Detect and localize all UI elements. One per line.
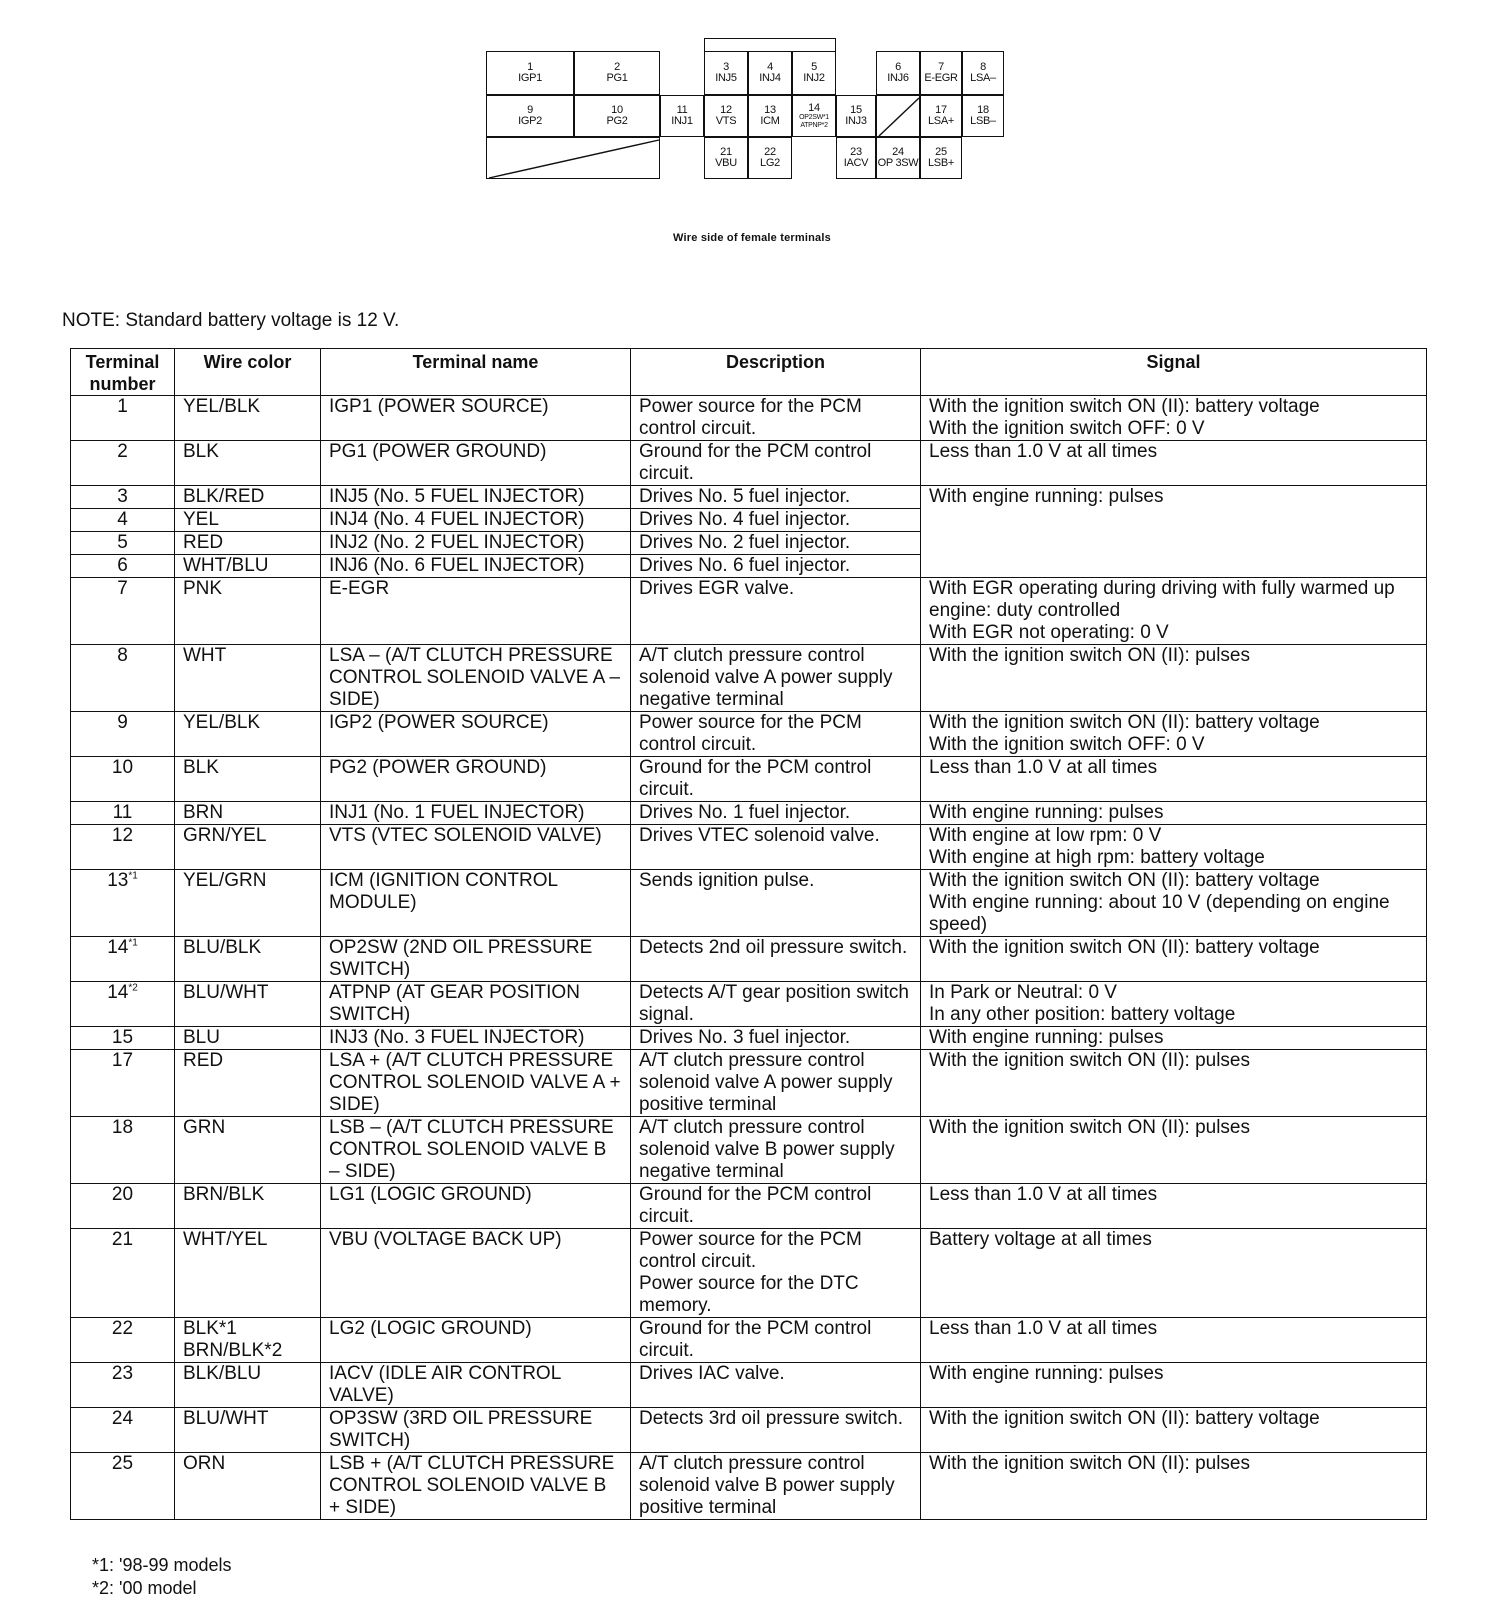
terminal-number-text: 24 <box>111 1408 134 1429</box>
pin-label: VBU <box>715 157 737 169</box>
table-row <box>71 757 1427 802</box>
connector-pin-1 <box>486 51 574 95</box>
pin-number: 12 <box>720 104 732 116</box>
cell-terminal-name: PG2 (POWER GROUND) <box>321 757 631 802</box>
cell-description: A/T clutch pressure control solenoid valve A power supply positive terminal <box>631 1050 921 1117</box>
pin-number: 8 <box>980 61 986 73</box>
pin-label: INJ2 <box>803 72 825 84</box>
connector-pin-3 <box>704 51 748 95</box>
table-row <box>71 396 1427 441</box>
cell-terminal-name: IGP1 (POWER SOURCE) <box>321 396 631 441</box>
table-row <box>71 1363 1427 1408</box>
pin-number: 23 <box>850 146 862 158</box>
connector-pin-23 <box>836 137 876 179</box>
pin-number: 4 <box>767 61 773 73</box>
cell-signal: With the ignition switch ON (II): pulses <box>921 1453 1427 1520</box>
cell-terminal-name: LSA – (A/T CLUTCH PRESSURE CONTROL SOLENOID VALVE A – SIDE) <box>321 645 631 712</box>
connector-pin-6 <box>876 51 920 95</box>
pin-number: 10 <box>611 104 623 116</box>
table-row <box>71 486 1427 509</box>
cell-signal: With the ignition switch ON (II): battery voltage <box>921 937 1427 982</box>
cell-terminal-number <box>71 1027 175 1050</box>
cell-terminal-number <box>71 1229 175 1318</box>
cell-terminal-name: ATPNP (AT GEAR POSITION SWITCH) <box>321 982 631 1027</box>
terminal-number-text: 22 <box>111 1318 134 1339</box>
cell-wire-color: BLK/RED <box>175 486 321 509</box>
cell-description: Detects A/T gear position switch signal. <box>631 982 921 1027</box>
pin-label: LSB+ <box>927 157 954 169</box>
cell-terminal-name: LSB + (A/T CLUTCH PRESSURE CONTROL SOLENOID VALVE B + SIDE) <box>321 1453 631 1520</box>
cell-signal: With the ignition switch ON (II): pulses <box>921 1117 1427 1184</box>
cell-description: Drives No. 2 fuel injector. <box>631 532 921 555</box>
footnote-marker: *1 <box>128 937 138 949</box>
footnote-marker: *2 <box>128 982 138 994</box>
cell-terminal-name: INJ6 (No. 6 FUEL INJECTOR) <box>321 555 631 578</box>
pin-label: IGP2 <box>518 115 542 127</box>
cell-terminal-number <box>71 1050 175 1117</box>
cell-signal: Less than 1.0 V at all times <box>921 441 1427 486</box>
pin-label: ICM <box>760 115 780 127</box>
terminal-number-text: 15 <box>111 1027 134 1048</box>
cell-terminal-name: OP2SW (2ND OIL PRESSURE SWITCH) <box>321 937 631 982</box>
pin-label: LSA+ <box>927 115 954 127</box>
table-row <box>71 1408 1427 1453</box>
cell-terminal-name: LSB – (A/T CLUTCH PRESSURE CONTROL SOLENOID VALVE B – SIDE) <box>321 1117 631 1184</box>
cell-terminal-name: INJ2 (No. 2 FUEL INJECTOR) <box>321 532 631 555</box>
blank-strike-line <box>487 138 661 180</box>
terminal-number-text: 18 <box>111 1117 134 1138</box>
connector-pin-13 <box>748 95 792 137</box>
cell-description: Power source for the PCM control circuit. Power source for the DTC memory. <box>631 1229 921 1318</box>
cell-description: Power source for the PCM control circuit. <box>631 396 921 441</box>
cell-terminal-number <box>71 802 175 825</box>
table-row <box>71 645 1427 712</box>
pin-label: INJ5 <box>715 72 737 84</box>
cell-wire-color: GRN <box>175 1117 321 1184</box>
pin-label: PG1 <box>606 72 628 84</box>
table-row <box>71 441 1427 486</box>
pin-label: VTS <box>715 115 737 127</box>
terminal-number-text: 7 <box>117 578 128 599</box>
cell-terminal-number <box>71 578 175 645</box>
table-row <box>71 578 1427 645</box>
cell-terminal-name: INJ3 (No. 3 FUEL INJECTOR) <box>321 1027 631 1050</box>
cell-wire-color: BLK <box>175 441 321 486</box>
table-row <box>71 825 1427 870</box>
table-row <box>71 937 1427 982</box>
cell-terminal-number <box>71 937 175 982</box>
cell-terminal-name: INJ1 (No. 1 FUEL INJECTOR) <box>321 802 631 825</box>
cell-description: Drives IAC valve. <box>631 1363 921 1408</box>
pin-label: LSA– <box>970 72 996 84</box>
cell-description: Detects 2nd oil pressure switch. <box>631 937 921 982</box>
cell-terminal-name: INJ5 (No. 5 FUEL INJECTOR) <box>321 486 631 509</box>
connector-pin-9 <box>486 95 574 137</box>
cell-signal: With engine running: pulses <box>921 1363 1427 1408</box>
pin-label: OP 3SW <box>877 157 919 169</box>
pin-label: INJ1 <box>671 115 693 127</box>
pin-number: 2 <box>614 61 620 73</box>
pin-number: 22 <box>764 146 776 158</box>
cell-signal: With the ignition switch ON (II): pulses <box>921 1050 1427 1117</box>
connector-pin-2 <box>574 51 660 95</box>
terminal-number-text: 14 <box>107 982 129 1003</box>
terminal-number-text: 25 <box>111 1453 134 1474</box>
cell-description: Ground for the PCM control circuit. <box>631 1184 921 1229</box>
table-row <box>71 1229 1427 1318</box>
cell-wire-color: WHT/BLU <box>175 555 321 578</box>
connector-pin-18 <box>962 95 1004 137</box>
cell-description: A/T clutch pressure control solenoid valve A power supply negative terminal <box>631 645 921 712</box>
pin-number: 5 <box>811 61 817 73</box>
table-body <box>71 396 1427 1520</box>
terminal-number-text: 2 <box>117 441 128 462</box>
pin-number: 3 <box>723 61 729 73</box>
cell-terminal-number <box>71 645 175 712</box>
pin-label: INJ6 <box>887 72 909 84</box>
cell-description: Ground for the PCM control circuit. <box>631 757 921 802</box>
header-terminal-number: Terminal number <box>71 349 175 396</box>
header-terminal-name: Terminal name <box>321 349 631 396</box>
header-wire-color: Wire color <box>175 349 321 396</box>
table-row <box>71 802 1427 825</box>
cell-description: Drives No. 1 fuel injector. <box>631 802 921 825</box>
cell-terminal-number <box>71 870 175 937</box>
terminal-number-text: 8 <box>117 645 128 666</box>
pin-label: E-EGR <box>924 72 958 84</box>
terminal-number-text: 6 <box>117 555 128 576</box>
cell-terminal-number <box>71 555 175 578</box>
cell-wire-color: YEL/BLK <box>175 396 321 441</box>
connector-pin-8 <box>962 51 1004 95</box>
cell-wire-color: GRN/YEL <box>175 825 321 870</box>
terminal-number-text: 11 <box>112 802 133 823</box>
pin-number: 24 <box>892 146 904 158</box>
cell-terminal-name: E-EGR <box>321 578 631 645</box>
cell-signal: With engine running: pulses <box>921 486 1427 578</box>
connector-blank-cavity <box>876 95 920 137</box>
pin-number: 7 <box>938 61 944 73</box>
pin-label: LG2 <box>760 157 780 169</box>
cell-wire-color: BLK/BLU <box>175 1363 321 1408</box>
pin-number: 25 <box>935 146 947 158</box>
cell-terminal-number <box>71 712 175 757</box>
cell-wire-color: WHT/YEL <box>175 1229 321 1318</box>
cell-description: Power source for the PCM control circuit. <box>631 712 921 757</box>
cell-signal: With EGR operating during driving with fully warmed up engine: duty controlled With EGR not operating: 0 V <box>921 578 1427 645</box>
terminal-number-text: 12 <box>111 825 134 846</box>
header-signal: Signal <box>921 349 1427 396</box>
cell-description: Drives No. 4 fuel injector. <box>631 509 921 532</box>
terminal-number-text: 5 <box>117 532 128 553</box>
header-description: Description <box>631 349 921 396</box>
terminal-number-text: 10 <box>111 757 134 778</box>
cell-terminal-number <box>71 486 175 509</box>
cell-terminal-name: LSA + (A/T CLUTCH PRESSURE CONTROL SOLENOID VALVE A + SIDE) <box>321 1050 631 1117</box>
cell-wire-color: BLU/BLK <box>175 937 321 982</box>
footnotes <box>92 1554 232 1600</box>
footnote-2: *2: '00 model <box>92 1578 197 1598</box>
terminal-number-text: 9 <box>117 712 128 733</box>
connector-pin-21 <box>704 137 748 179</box>
cell-terminal-number <box>71 1453 175 1520</box>
cell-signal: Less than 1.0 V at all times <box>921 757 1427 802</box>
battery-voltage-note: NOTE: Standard battery voltage is 12 V. <box>62 310 400 331</box>
cell-terminal-name: ICM (IGNITION CONTROL MODULE) <box>321 870 631 937</box>
cell-wire-color: BRN/BLK <box>175 1184 321 1229</box>
pin-number: 18 <box>977 104 989 116</box>
pin-label: IACV <box>843 157 869 169</box>
cell-description: Sends ignition pulse. <box>631 870 921 937</box>
connector-pin-7 <box>920 51 962 95</box>
connector-pin-17 <box>920 95 962 137</box>
pin-number: 13 <box>764 104 776 116</box>
connector-pin-10 <box>574 95 660 137</box>
footnote-marker: *1 <box>128 870 138 882</box>
cell-terminal-number <box>71 757 175 802</box>
cell-signal: Battery voltage at all times <box>921 1229 1427 1318</box>
cell-terminal-name: IGP2 (POWER SOURCE) <box>321 712 631 757</box>
pin-number: 21 <box>720 146 732 158</box>
cell-wire-color: BRN <box>175 802 321 825</box>
cell-signal: Less than 1.0 V at all times <box>921 1184 1427 1229</box>
table-row <box>71 870 1427 937</box>
pin-number: 11 <box>676 104 688 116</box>
pin-label: INJ4 <box>759 72 781 84</box>
cell-terminal-number <box>71 1117 175 1184</box>
cell-description: Ground for the PCM control circuit. <box>631 1318 921 1363</box>
cell-signal: With the ignition switch ON (II): battery voltage With engine running: about 10 V (depending on engine speed) <box>921 870 1427 937</box>
cell-wire-color: WHT <box>175 645 321 712</box>
terminal-number-text: 1 <box>117 396 128 417</box>
connector-pin-12 <box>704 95 748 137</box>
pin-number: 17 <box>935 104 947 116</box>
cell-terminal-number <box>71 441 175 486</box>
pin-label: IGP1 <box>518 72 542 84</box>
cell-wire-color: BLU <box>175 1027 321 1050</box>
cell-terminal-number <box>71 1363 175 1408</box>
cell-description: Drives EGR valve. <box>631 578 921 645</box>
cell-wire-color: RED <box>175 1050 321 1117</box>
cell-terminal-number <box>71 825 175 870</box>
cell-signal: With engine running: pulses <box>921 1027 1427 1050</box>
connector-key-tab <box>704 38 836 52</box>
cell-description: Drives VTEC solenoid valve. <box>631 825 921 870</box>
terminal-number-text: 17 <box>111 1050 134 1071</box>
cell-signal: With the ignition switch ON (II): battery voltage <box>921 1408 1427 1453</box>
cell-wire-color: BLU/WHT <box>175 1408 321 1453</box>
terminal-number-text: 3 <box>117 486 128 507</box>
cell-signal: In Park or Neutral: 0 V In any other position: battery voltage <box>921 982 1427 1027</box>
cell-wire-color: YEL <box>175 509 321 532</box>
cell-terminal-name: IACV (IDLE AIR CONTROL VALVE) <box>321 1363 631 1408</box>
pin-number: 14 <box>808 101 820 114</box>
connector-pin-15 <box>836 95 876 137</box>
terminal-number-text: 23 <box>111 1363 134 1384</box>
pin-label: OP2SW*1 ATPNP*2 <box>799 113 829 129</box>
terminal-number-text: 20 <box>111 1184 134 1205</box>
table-row <box>71 1318 1427 1363</box>
cell-terminal-number <box>71 1318 175 1363</box>
cell-signal: With the ignition switch ON (II): battery voltage With the ignition switch OFF: 0 V <box>921 712 1427 757</box>
cell-signal: Less than 1.0 V at all times <box>921 1318 1427 1363</box>
cell-signal: With the ignition switch ON (II): battery voltage With the ignition switch OFF: 0 V <box>921 396 1427 441</box>
blank-strike-line <box>877 96 921 138</box>
cell-terminal-number <box>71 1184 175 1229</box>
cell-terminal-number <box>71 1408 175 1453</box>
cell-terminal-number <box>71 396 175 441</box>
cell-terminal-name: VBU (VOLTAGE BACK UP) <box>321 1229 631 1318</box>
terminal-number-text: 13 <box>107 870 129 891</box>
table-row <box>71 1117 1427 1184</box>
cell-description: Ground for the PCM control circuit. <box>631 441 921 486</box>
connector-pin-24 <box>876 137 920 179</box>
table-row <box>71 982 1427 1027</box>
cell-description: Detects 3rd oil pressure switch. <box>631 1408 921 1453</box>
cell-terminal-number <box>71 982 175 1027</box>
cell-terminal-number <box>71 532 175 555</box>
cell-wire-color: BLK*1 BRN/BLK*2 <box>175 1318 321 1363</box>
connector-pin-22 <box>748 137 792 179</box>
cell-terminal-name: OP3SW (3RD OIL PRESSURE SWITCH) <box>321 1408 631 1453</box>
cell-wire-color: YEL/BLK <box>175 712 321 757</box>
cell-description: Drives No. 6 fuel injector. <box>631 555 921 578</box>
footnote-1: *1: '98-99 models <box>92 1555 232 1575</box>
pin-number: 6 <box>895 61 901 73</box>
cell-wire-color: YEL/GRN <box>175 870 321 937</box>
connector-pin-25 <box>920 137 962 179</box>
pin-label: PG2 <box>606 115 628 127</box>
cell-wire-color: PNK <box>175 578 321 645</box>
connector-pin-11 <box>660 95 704 137</box>
cell-description: Drives No. 3 fuel injector. <box>631 1027 921 1050</box>
terminal-number-text: 14 <box>107 937 129 958</box>
cell-signal: With engine at low rpm: 0 V With engine at high rpm: battery voltage <box>921 825 1427 870</box>
table-row <box>71 712 1427 757</box>
cell-description: A/T clutch pressure control solenoid valve B power supply positive terminal <box>631 1453 921 1520</box>
cell-terminal-name: VTS (VTEC SOLENOID VALVE) <box>321 825 631 870</box>
connector-blank-cavity <box>486 137 660 179</box>
pin-label: INJ3 <box>845 115 867 127</box>
cell-signal: With the ignition switch ON (II): pulses <box>921 645 1427 712</box>
cell-terminal-name: INJ4 (No. 4 FUEL INJECTOR) <box>321 509 631 532</box>
pin-number: 15 <box>850 104 862 116</box>
cell-description: A/T clutch pressure control solenoid valve B power supply negative terminal <box>631 1117 921 1184</box>
cell-description: Drives No. 5 fuel injector. <box>631 486 921 509</box>
connector-pin-5 <box>792 51 836 95</box>
table-row <box>71 1453 1427 1520</box>
pin-number: 9 <box>527 104 533 116</box>
pin-label: LSB– <box>970 115 996 127</box>
pin-number: 1 <box>527 61 533 73</box>
connector-pin-4 <box>748 51 792 95</box>
connector-pin-14 <box>792 95 836 137</box>
cell-terminal-number <box>71 509 175 532</box>
table-row <box>71 1050 1427 1117</box>
terminal-number-text: 4 <box>117 509 128 530</box>
connector-caption: Wire side of female terminals <box>673 232 831 244</box>
cell-signal: With engine running: pulses <box>921 802 1427 825</box>
cell-terminal-name: LG2 (LOGIC GROUND) <box>321 1318 631 1363</box>
cell-terminal-name: LG1 (LOGIC GROUND) <box>321 1184 631 1229</box>
connector-diagram <box>486 38 1016 183</box>
cell-wire-color: RED <box>175 532 321 555</box>
cell-wire-color: ORN <box>175 1453 321 1520</box>
table-header-row <box>71 349 1427 396</box>
terminal-spec-table <box>70 348 1427 1520</box>
terminal-number-text: 21 <box>111 1229 134 1250</box>
cell-wire-color: BLK <box>175 757 321 802</box>
table-row <box>71 1184 1427 1229</box>
cell-wire-color: BLU/WHT <box>175 982 321 1027</box>
cell-terminal-name: PG1 (POWER GROUND) <box>321 441 631 486</box>
table-row <box>71 1027 1427 1050</box>
